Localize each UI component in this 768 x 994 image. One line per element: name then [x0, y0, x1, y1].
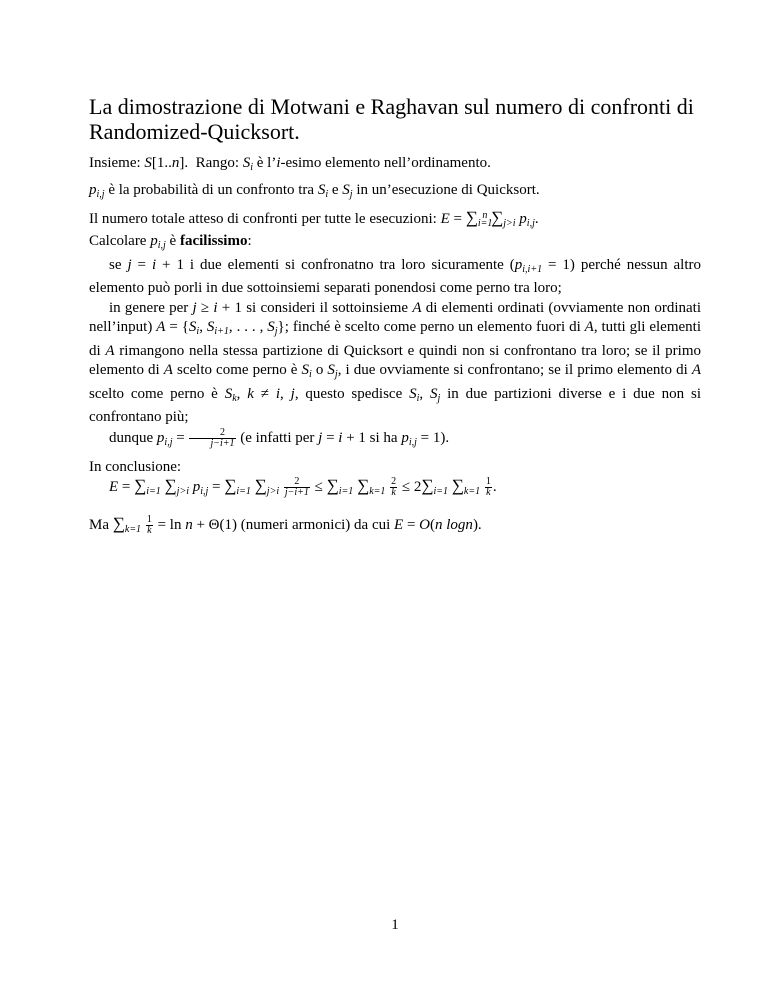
line-expected-total: Il numero totale atteso di confronti per tutte le esecuzioni: $E = \sum_{i=1}^n$ $\sum_{j>i}$ $p_{i,j}$. — [89, 208, 539, 229]
harmonic-suffix: (numeri armonici) da cui — [240, 517, 391, 533]
expected-total-label: Il numero totale atteso di confronti per tutte le esecuzioni: — [89, 211, 437, 227]
line-insieme: Insieme: S[1..n]. Rango: $S_i$ è l’i-esimo elemento nell’ordinamento. — [89, 155, 491, 173]
line-harmonic: Ma $\sum_{k=1}$ $\frac{1}{k}$ = ln n + Θ(1) (numeri armonici) da cui E = O(n logn). — [89, 514, 482, 537]
equation-conclusion: $E = \sum_{i=1}$ $\sum_{j>i}$ $p_{i,j} = \sum_{i=1}$ $\sum_{j>i}$ $\frac{2}{j-i+1}$ ≤ $\sum_{i=1}$ $\sum_{k=1}$ $\frac{2}{k}$ ≤ $2\sum_{i=1}$ $\sum_{k=1}$ $\frac{1}{k}$ . — [109, 476, 497, 499]
page-number: 1 — [391, 917, 399, 933]
bold-facilissimo: facilissimo — [179, 233, 248, 249]
line-probability-definition: $p_{i,j}$ è la probabilità di un confronto tra $S_i$ e $S_j$ in un’esecuzione di Quicksort. — [89, 182, 540, 200]
label-in-conclusione: In conclusione: — [89, 459, 182, 475]
document-page — [89, 0, 701, 994]
paragraph-calculation: Calcolare $p_{i,j}$ è facilissimo: se j = i + 1 i due elementi si confronatno tra loro sicuramente $(p_{i,i+1} = 1)$ perché nessun altro elemento può porli in due sottoinsiemi separati ponendosi come perno tra loro; in genere per j ≥ i + 1 si consideri il sottoinsieme A di elementi ordinati (ovviamente non ordinati nell’input) $A = \{S_i$, $S_{i+1}$, . . . , $S_j$}; finché è scelto come perno un elemento fuori di A, tutti gli elementi di A rimangono nella stessa partizione di Quicksort e quindi non si confrontano tra loro; se il primo elemento di A scelto come perno è $S_i$ o $S_j$, i due ovviamente si confrontano; se il primo elemento di A scelto come perno è $S_k$, k ≠ i, j, questo spedisce $S_i$, $S_j$ in due partizioni diverse e i due non si confrontano più; dunque $p_{i,j}$ = $\frac{2}{j-i+1}$ (e infatti per j = i + 1 si ha $p_{i,j} = 1$). — [89, 233, 702, 449]
document-title: La dimostrazione di Motwani e Raghavan sul numero di confronti di Randomized-Quicksort. — [89, 94, 694, 144]
